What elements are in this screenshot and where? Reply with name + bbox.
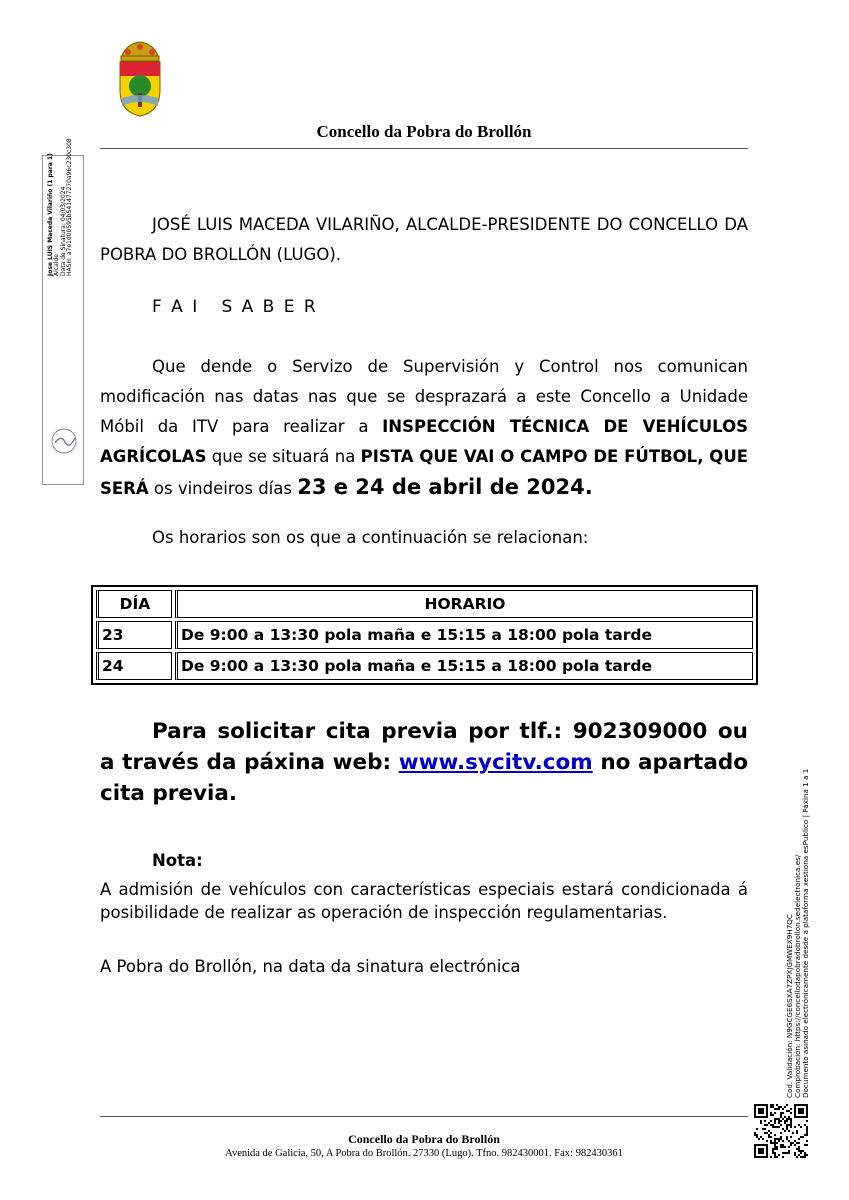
table-row	[96, 621, 753, 649]
signer-name: Jose LUIS Maceda Vilariño (1 para 1)	[47, 153, 54, 276]
appointment-text-2: no apartado cita previa.	[100, 750, 748, 806]
table-row	[96, 652, 753, 680]
notice-text-3: os vindeiros días	[148, 479, 298, 498]
schedule-table	[91, 585, 758, 685]
appointment-paragraph	[100, 716, 748, 809]
notice-paragraph	[100, 352, 748, 504]
day-cell: 24	[96, 652, 172, 680]
location-text: PISTA QUE VAI O CAMPO DE FÚTBOL, QUE SERÁ	[100, 447, 748, 498]
schedule-intro: Os horarios son os que a continuación se relacionan:	[152, 528, 589, 547]
dates-text: 23 e 24 de abril de 2024.	[297, 475, 593, 499]
notice-text: Que dende o Servizo de Supervisión y Control nos comunican modificación nas datas nas que se desprazará a este Concello a Unidade Móbil da ITV para realizar a	[100, 357, 748, 436]
intro-paragraph: JOSÉ LUIS MACEDA VILARIÑO, ALCALDE-PRESIDENTE DO CONCELLO DA POBRA DO BROLLÓN (LUGO).	[100, 215, 748, 264]
fai-saber-heading: F A I S A B E R	[152, 297, 318, 317]
appointment-text: Para solicitar cita previa por tlf.: 902309000 ou a través da páxina web:	[100, 719, 748, 775]
signer-role: Alcalde	[53, 254, 60, 276]
footer-title: Concello da Pobra do Brollón	[348, 1132, 500, 1146]
day-cell: 23	[96, 621, 172, 649]
coat-of-arms-logo	[112, 38, 168, 118]
page-header-title: Concello da Pobra do Brollón	[316, 122, 532, 141]
validation-url: Comprobación: https://concellodapobradobrollon.sedelectronica.es/	[793, 854, 802, 1098]
signature-hash: HASH: a7e1d00595b541477270a96c230c308	[66, 138, 73, 276]
footer-address: Avenida de Galicia, 50, A Pobra do Brollón. 27330 (Lugo). Tfno. 982430001. Fax: 982430361	[225, 1148, 623, 1159]
schedule-cell: De 9:00 a 13:30 pola maña e 15:15 a 18:00 pola tarde	[175, 652, 753, 680]
note-text: A admisión de vehículos con características especiais estará condicionada á posibilidade de realizar as operación de inspección regulamentarias.	[100, 880, 748, 922]
inspection-type: INSPECCIÓN TÉCNICA DE VEHÍCULOS AGRÍCOLAS	[100, 417, 748, 466]
signature-seal-icon	[49, 426, 79, 456]
validation-document-note: Documento asinado electrónicamente desde a plataforma xestiona esPublico | Páxina 1 a 1	[801, 768, 810, 1098]
validation-code: Cod. Validación: N9GCGE6SXA7ZPXJGMWEX9H7QC	[785, 914, 794, 1098]
qr-code-icon[interactable]	[754, 1104, 808, 1158]
signature-date: Data de Sinatura: 04/03/2024	[60, 186, 67, 276]
signature-stamp-box	[42, 138, 84, 485]
closing-text: A Pobra do Brollón, na data da sinatura electrónica	[100, 957, 521, 976]
header-divider	[100, 148, 748, 149]
footer-divider	[100, 1116, 748, 1117]
notice-text-2: que se situará na	[206, 447, 361, 466]
schedule-cell: De 9:00 a 13:30 pola maña e 15:15 a 18:00 pola tarde	[175, 621, 753, 649]
column-header-day: DÍA	[96, 590, 172, 618]
note-label: Nota:	[152, 851, 203, 870]
website-link[interactable]: www.sycitv.com	[398, 750, 593, 775]
table-header-row	[96, 590, 753, 618]
column-header-schedule: HORARIO	[175, 590, 753, 618]
